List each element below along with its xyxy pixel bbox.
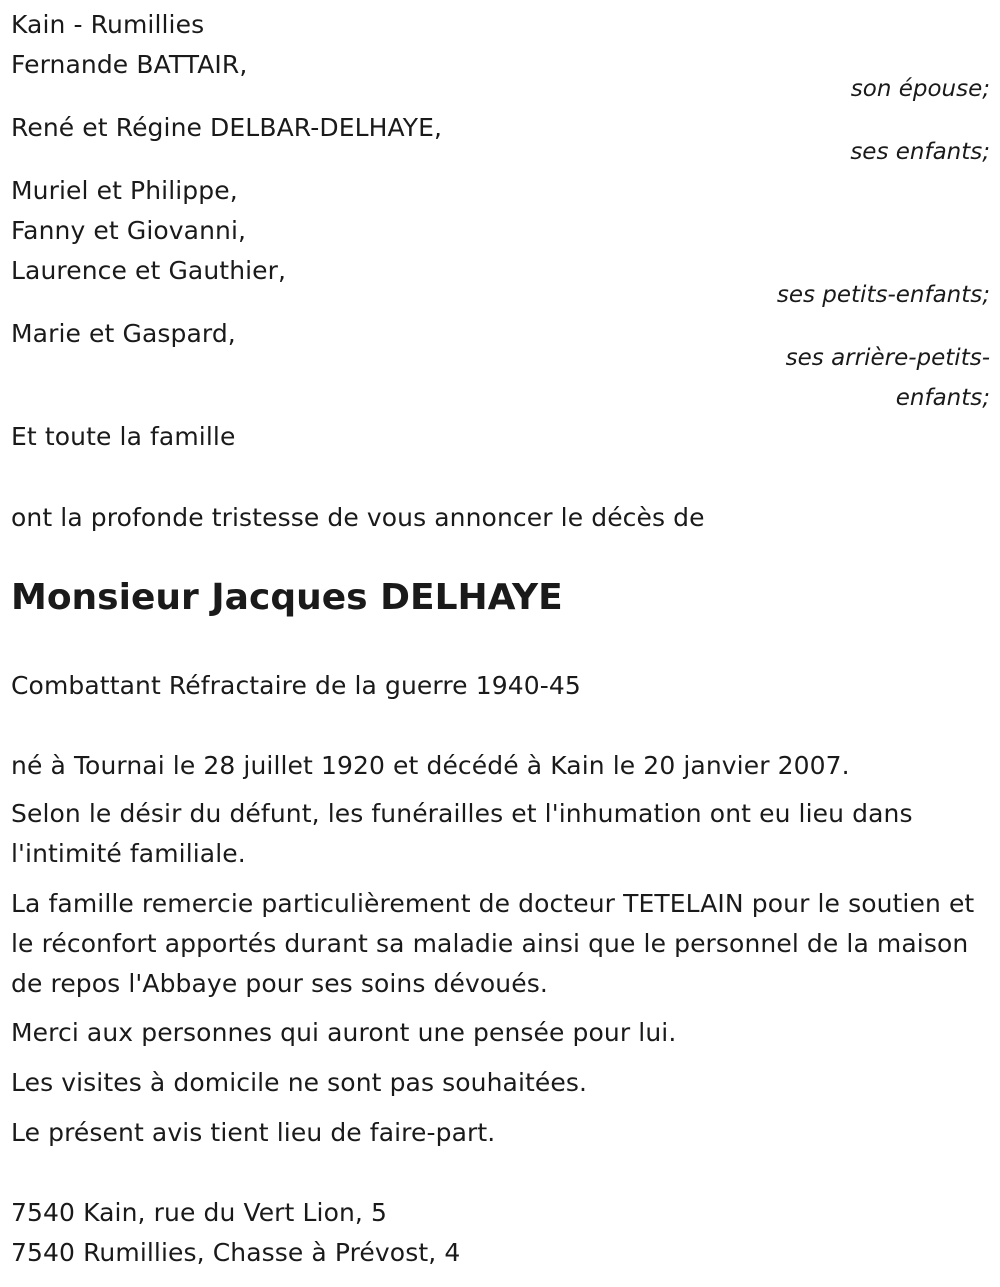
header-location: Kain - Rumillies — [11, 10, 205, 39]
spouse-role: son épouse; — [850, 76, 990, 102]
notice-line: Le présent avis tient lieu de faire-part. — [11, 1118, 496, 1147]
deceased-name: Monsieur Jacques DELHAYE — [11, 577, 563, 618]
great-grandchildren-role-line2: enfants; — [895, 385, 990, 411]
children-role: ses enfants; — [850, 139, 990, 165]
merci-line: Merci aux personnes qui auront une pensée pour lui. — [11, 1018, 677, 1047]
children-name: René et Régine DELBAR-DELHAYE, — [11, 113, 443, 142]
announcement-intro: ont la profonde tristesse de vous annoncer le décès de — [11, 503, 705, 532]
grandchild-name: Muriel et Philippe, — [11, 176, 238, 205]
great-grandchildren-role-line1: ses arrière-petits- — [785, 345, 990, 371]
birth-death-line: né à Tournai le 28 juillet 1920 et décédé à Kain le 20 janvier 2007. — [11, 751, 850, 780]
funeral-paragraph: Selon le désir du défunt, les funérailles et l'inhumation ont eu lieu dans l'intimité familiale. — [11, 799, 913, 868]
grandchild-name: Laurence et Gauthier, — [11, 256, 287, 285]
thanks-paragraph: La famille remercie particulièrement de docteur TETELAIN pour le soutien et le réconfort apportés durant sa maladie ainsi que le personnel de la maison de repos l'Abbaye pour ses soins dévoués. — [11, 889, 975, 998]
address-line: 7540 Rumillies, Chasse à Prévost, 4 — [11, 1238, 461, 1267]
extended-family: Et toute la famille — [11, 422, 236, 451]
spouse-name: Fernande BATTAIR, — [11, 50, 248, 79]
great-grandchildren-name: Marie et Gaspard, — [11, 319, 236, 348]
visits-line: Les visites à domicile ne sont pas souhaitées. — [11, 1068, 588, 1097]
address-line: 7540 Kain, rue du Vert Lion, 5 — [11, 1198, 388, 1227]
grandchildren-role: ses petits-enfants; — [776, 282, 990, 308]
grandchild-name: Fanny et Giovanni, — [11, 216, 247, 245]
distinction: Combattant Réfractaire de la guerre 1940-45 — [11, 671, 581, 700]
